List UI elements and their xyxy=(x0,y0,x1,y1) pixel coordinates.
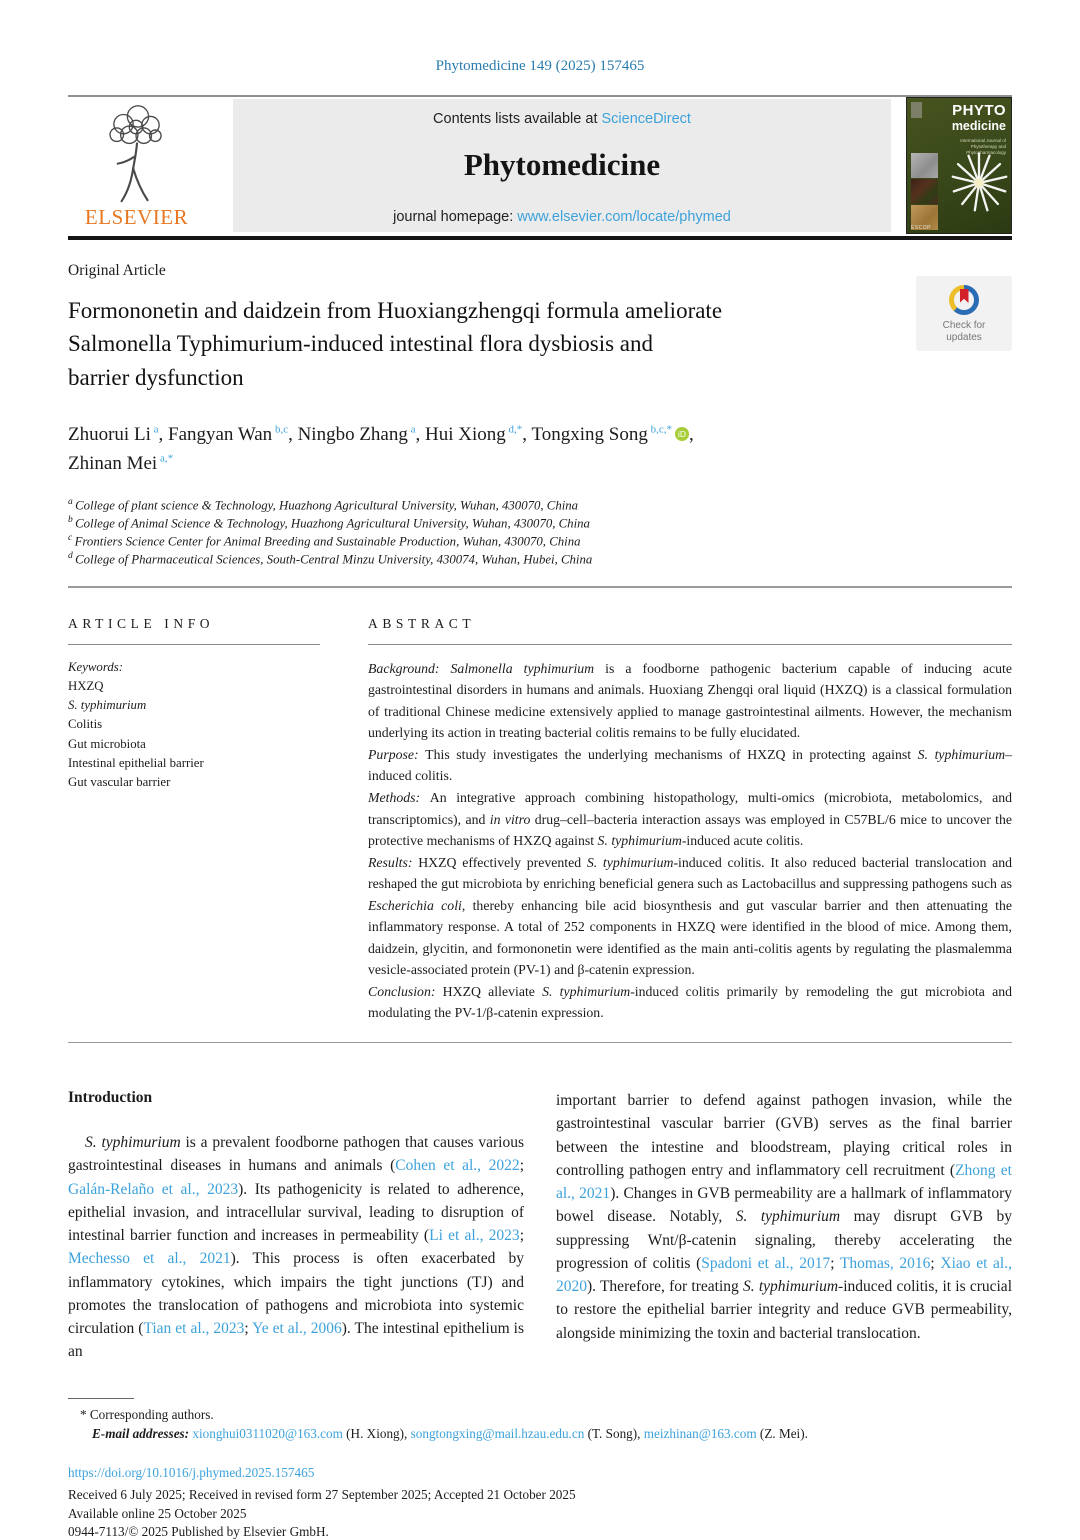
footnote-divider xyxy=(68,1398,134,1399)
text-segment: HXZQ alleviate xyxy=(442,983,543,999)
article-title-line2: Salmonella Typhimurium-induced intestinal flora dysbiosis and xyxy=(68,331,654,357)
check-updates-badge[interactable] xyxy=(916,276,1012,351)
text-segment: -induced colitis. It also reduced bacterial translocation and reshaped the gut microbiota by enriching beneficial genera such as Lactobacillus and suppressing pathogens such as xyxy=(368,854,1013,892)
abstract-results xyxy=(368,852,1012,981)
affiliation-c xyxy=(68,533,1012,550)
abstract-methods xyxy=(368,787,1012,852)
affiliation-b xyxy=(68,515,1012,532)
text-segment: Purpose: xyxy=(368,746,426,762)
text-segment: drug–cell–bacteria interaction assays was employed in C57BL/6 mice to uncover the protective mechanisms of HXZQ against xyxy=(368,811,1013,849)
journal-cover xyxy=(906,97,1012,234)
text-segment: S. typhimurium xyxy=(735,1208,841,1226)
text-segment: is a foodborne pathogenic bacterium capable of inducing acute gastrointestinal disorders in humans and animals. Huoxiang Zhengqi oral liquid (HXZQ) is a classical formulation of traditional Chinese medicine extensively applied to manage gastrointestinal ailments. However, the mechanism underlying its action in treating bacterial colitis remains to be fully elucidated. xyxy=(368,660,1012,741)
text-segment: Salmonella typhimurium xyxy=(450,660,595,676)
intro-right-column xyxy=(556,1089,1012,1364)
text-segment: c xyxy=(68,533,75,544)
text-segment: Zhinan Mei xyxy=(68,453,158,475)
citation-link[interactable]: songtongxing@mail.hzau.edu.cn xyxy=(410,1425,585,1441)
check-updates-icon xyxy=(949,285,979,315)
text-segment: HXZQ xyxy=(68,679,104,694)
citation-link[interactable]: Ye et al., 2006 xyxy=(252,1320,342,1338)
text-segment: S. typhimurium xyxy=(68,698,147,713)
text-segment: Ningbo Zhang xyxy=(297,424,408,446)
text-segment: –induced colitis. xyxy=(368,746,1012,784)
issn-copyright-line: 0944-7113/© 2025 Published by Elsevier GmbH. xyxy=(68,1523,329,1539)
citation-link[interactable]: xionghui0311020@163.com xyxy=(192,1425,343,1441)
cover-thumbnail-2 xyxy=(911,179,938,204)
text-segment: S. typhimurium xyxy=(597,833,682,849)
text-segment: Background: xyxy=(368,660,451,676)
orcid-icon[interactable]: iD xyxy=(675,427,689,441)
text-segment: This study investigates the underlying mechanisms of HXZQ in protecting against xyxy=(425,746,918,762)
homepage-line xyxy=(233,209,891,225)
text-segment: a xyxy=(150,423,159,436)
text-segment: ; xyxy=(244,1320,253,1338)
text-segment: Conclusion: xyxy=(368,983,443,999)
journal-homepage-link[interactable]: www.elsevier.com/locate/phymed xyxy=(517,209,731,225)
text-segment: Keywords: xyxy=(68,659,123,674)
abstract-conclusion xyxy=(368,981,1012,1024)
cover-publisher-stamp xyxy=(911,102,922,118)
homepage-prefix: journal homepage: xyxy=(393,209,518,225)
abstract-purpose xyxy=(368,744,1012,787)
intro-paragraph-left xyxy=(68,1131,524,1364)
text-segment: ). Changes in GVB permeability are a hallmark of inflammatory bowel disease. Notably, xyxy=(556,1185,1013,1226)
affiliation-a xyxy=(68,497,1012,514)
text-segment: Escherichia coli xyxy=(368,897,462,913)
journal-header xyxy=(68,97,1012,234)
article-title-line3: barrier dysfunction xyxy=(68,364,244,390)
cover-thumbnails xyxy=(911,153,938,231)
author-list xyxy=(68,420,1012,479)
check-updates-label: Check for updates xyxy=(942,320,986,343)
author-line-2 xyxy=(68,449,1012,478)
text-segment: S. typhimurium xyxy=(742,1278,839,1296)
text-segment: ; xyxy=(519,1227,524,1245)
affiliation-list xyxy=(68,497,1012,569)
text-segment: (T. Song), xyxy=(584,1425,644,1441)
text-segment: important barrier to defend against pathogen invasion, while the gastrointestinal vascular barrier (GVB) serves as the final barrier between the intestine and bloodstream, playing critical roles in controlling pathogen entry and inflammatory cell recruitment ( xyxy=(556,1092,1012,1179)
text-segment: Gut microbiota xyxy=(68,736,146,751)
text-segment: Intestinal epithelial barrier xyxy=(68,755,204,770)
citation-link[interactable]: Tian et al., 2023 xyxy=(143,1320,245,1338)
abstract-column xyxy=(368,616,1012,1024)
text-segment: b,c,* xyxy=(647,423,672,436)
contents-line xyxy=(233,111,891,127)
text-segment: d,* xyxy=(505,423,523,436)
abstract-header: ABSTRACT xyxy=(368,616,1012,645)
text-segment: College of plant science & Technology, Huazhong Agricultural University, Wuhan, 430070, China xyxy=(75,498,579,513)
intro-left-column xyxy=(68,1089,524,1364)
text-segment: Results: xyxy=(368,854,419,870)
text-segment: is a prevalent foodborne pathogen that causes various gastrointestinal diseases in humans and animals ( xyxy=(68,1134,524,1175)
introduction-heading: Introduction xyxy=(68,1089,153,1107)
corresponding-authors-note: * Corresponding authors. xyxy=(80,1406,214,1422)
footnote-block xyxy=(68,1398,1012,1442)
sciencedirect-link[interactable]: ScienceDirect xyxy=(601,111,691,127)
article-info-column xyxy=(68,616,320,1024)
text-segment: d xyxy=(68,551,76,562)
article-title xyxy=(68,294,888,394)
text-segment: , thereby enhancing bile acid biosynthesis and gut vascular barrier and then attenuating the inflammatory response. A total of 252 components in HXZQ were identified in the blood of mice. Among them, daidzein, glycitin, and formononetin were identified as the main anti-colitis agents by regulating the plasmalemma vesicle-associated protein (PV-1) and β-catenin expression. xyxy=(368,897,1012,978)
text-segment: ). This process is often exacerbated by inflammatory cytokines, which impairs the tight junctions (TJ) and promotes the translocation of pathogens and microbiota into systemic circulation ( xyxy=(68,1250,524,1338)
text-segment: a xyxy=(407,423,416,436)
text-segment: -induced colitis primarily by remodeling the gut microbiota and modulating the PV-1/β-catenin expression. xyxy=(368,983,1012,1021)
available-online-line: Available online 25 October 2025 xyxy=(68,1505,247,1521)
text-segment: ; xyxy=(830,1254,840,1272)
abstract-background xyxy=(368,658,1012,744)
text-segment: College of Animal Science & Technology, Huazhong Agricultural University, Wuhan, 430070, China xyxy=(75,516,590,531)
text-segment: E-mail addresses: xyxy=(92,1425,193,1441)
citation-link[interactable]: Zhong et al., 2021 xyxy=(556,1161,1012,1203)
keywords-list xyxy=(68,658,320,792)
journal-citation[interactable]: Phytomedicine 149 (2025) 157465 xyxy=(435,58,645,74)
text-segment: , xyxy=(415,424,426,446)
abstract-body xyxy=(368,658,1012,1024)
citation-link[interactable]: Li et al., 2023 xyxy=(429,1227,520,1245)
citation-link[interactable]: Xiao et al., 2020 xyxy=(556,1254,1012,1296)
text-segment: (H. Xiong), xyxy=(342,1425,411,1441)
email-addresses-line xyxy=(68,1426,1012,1442)
text-segment: Methods: xyxy=(368,790,430,805)
text-segment: Zhuorui Li xyxy=(68,424,151,446)
text-segment: An integrative approach combining histopathology, multi-omics (microbiota, metabolomics, and transcriptomics), and xyxy=(368,790,1012,827)
section-divider xyxy=(68,586,1012,588)
article-title-line1: Formononetin and daidzein from Huoxiangzhengqi formula ameliorate xyxy=(68,298,723,323)
text-segment: , xyxy=(158,424,168,446)
article-head xyxy=(68,262,1012,568)
affiliation-d xyxy=(68,551,1012,568)
cover-title xyxy=(952,103,1006,133)
cover-title-line2: medicine xyxy=(951,119,1006,133)
text-segment: -induced acute colitis. xyxy=(681,833,804,849)
text-segment: , xyxy=(522,424,532,446)
contents-prefix: Contents lists available at xyxy=(433,111,602,127)
text-segment: in vitro xyxy=(489,811,531,827)
info-abstract-section xyxy=(68,616,1012,1024)
citation-link[interactable]: Spadoni et al., 2017 xyxy=(701,1254,831,1272)
article-type-label: Original Article xyxy=(68,262,166,279)
elsevier-logo-text: ELSEVIER xyxy=(84,205,189,229)
citation-link[interactable]: Galán-Relaño et al., 2023 xyxy=(68,1180,239,1198)
citation-link[interactable]: Mechesso et al., 2021 xyxy=(68,1250,231,1268)
text-segment: (Z. Mei). xyxy=(756,1425,808,1441)
citation-link[interactable]: Thomas, 2016 xyxy=(839,1254,931,1272)
text-segment: Colitis xyxy=(68,717,103,732)
publication-details xyxy=(68,1464,1012,1540)
intro-paragraph-right xyxy=(556,1089,1012,1345)
text-segment: , xyxy=(688,424,694,446)
bookmark-icon xyxy=(960,289,969,303)
citation-link[interactable]: Cohen et al., 2022 xyxy=(395,1157,520,1175)
text-segment: ; xyxy=(930,1254,941,1272)
text-segment: ). The intestinal epithelium is an xyxy=(68,1320,524,1361)
text-segment: b xyxy=(68,515,76,526)
text-segment: Frontiers Science Center for Animal Breeding and Sustainable Production, Wuhan, 430070, China xyxy=(74,534,581,549)
text-segment: S. typhimurium xyxy=(586,854,674,870)
cover-subtitle: International Journal of Phytotherapy and Phytopharmacology xyxy=(960,138,1006,155)
journal-name: Phytomedicine xyxy=(463,147,661,182)
text-segment: S. typhimurium xyxy=(85,1134,181,1152)
text-segment: Gut vascular barrier xyxy=(68,775,171,790)
article-info-header: ARTICLE INFO xyxy=(68,616,320,645)
received-dates-line: Received 6 July 2025; Received in revised form 27 September 2025; Accepted 21 October 2025 xyxy=(68,1487,576,1503)
text-segment: ). Its pathogenicity is related to adherence, epithelial invasion, and intracellular survival, leading to disruption of intestinal barrier function and increases in permeability ( xyxy=(68,1180,524,1245)
elsevier-tree-icon xyxy=(87,101,187,207)
text-segment: Fangyan Wan xyxy=(168,424,273,446)
text-segment: Hui Xiong xyxy=(425,424,506,446)
elsevier-logo xyxy=(68,97,205,234)
cover-thumbnail-1 xyxy=(911,153,938,178)
text-segment: College of Pharmaceutical Sciences, South-Central Minzu University, 430074, Wuhan, Hubei, China xyxy=(75,552,593,567)
cover-escop-label: ESCOP xyxy=(911,225,932,231)
text-segment: a,* xyxy=(157,453,174,466)
text-segment: Tongxing Song xyxy=(531,424,648,446)
text-segment: , xyxy=(288,424,298,446)
text-segment: a xyxy=(68,496,76,507)
cover-title-line1: PHYTO xyxy=(952,102,1006,119)
text-segment: -induced colitis, it is crucial to restore the epithelial barrier integrity and reduce GVB permeability, alongside minimizing the toxin and bacterial translocation. xyxy=(556,1278,1012,1342)
text-segment: ). Therefore, for treating xyxy=(587,1278,743,1296)
abstract-bottom-divider xyxy=(68,1042,1012,1044)
doi-link[interactable]: https://doi.org/10.1016/j.phymed.2025.157465 xyxy=(68,1464,315,1480)
header-bottom-divider xyxy=(68,236,1012,240)
text-segment: S. typhimurium xyxy=(917,746,1006,762)
citation-link[interactable]: meizhinan@163.com xyxy=(643,1425,757,1441)
author-line-1 xyxy=(68,420,1012,449)
text-segment: b,c xyxy=(272,423,289,436)
introduction-section xyxy=(68,1089,1012,1364)
text-segment: HXZQ effectively prevented xyxy=(418,854,587,870)
cover-flower-image xyxy=(947,141,1011,225)
text-segment: S. typhimurium xyxy=(542,983,631,999)
text-segment: may disrupt GVB by suppressing Wnt/β-catenin signaling, thereby accelerating the progression of colitis ( xyxy=(556,1208,1012,1272)
journal-banner xyxy=(233,99,891,232)
text-segment: ; xyxy=(519,1157,524,1175)
